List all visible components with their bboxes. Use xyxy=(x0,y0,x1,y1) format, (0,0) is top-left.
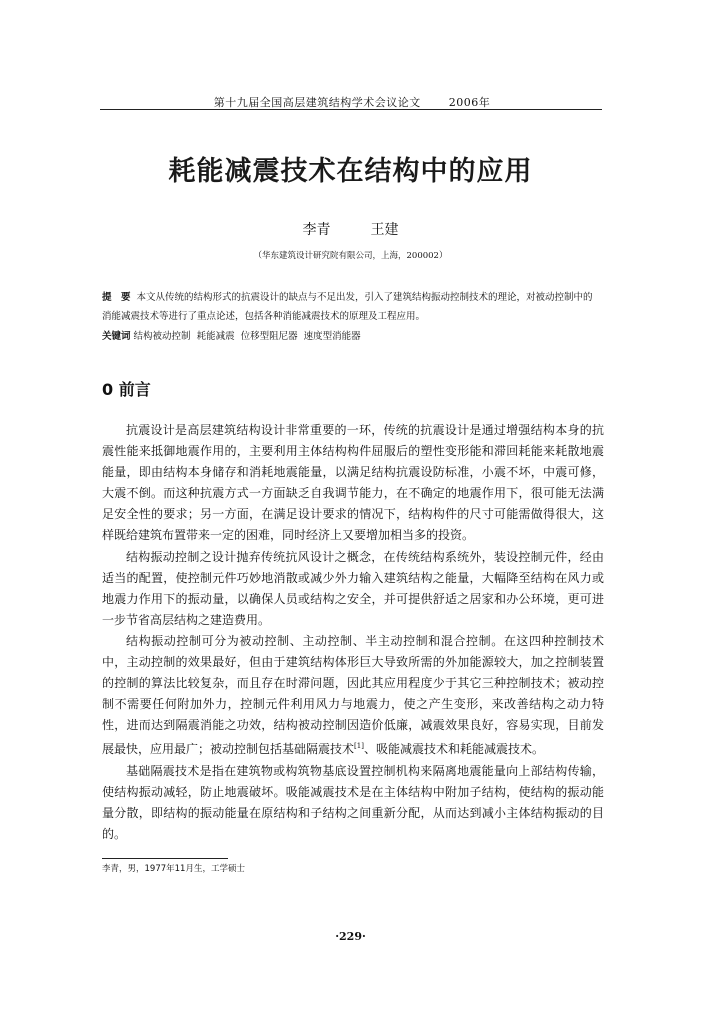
body-text xyxy=(102,420,604,845)
section-heading: 0 前言 xyxy=(102,380,151,399)
citation-ref: [1] xyxy=(354,742,364,751)
page-number: ·229· xyxy=(335,930,366,943)
author-2: 王建 xyxy=(370,222,399,238)
paragraph-3-tail: 、吸能减震技术和耗能减震技术。 xyxy=(363,742,544,757)
abstract-label: 提 要 xyxy=(102,292,131,303)
keywords xyxy=(102,328,602,342)
keyword-4: 速度型消能器 xyxy=(303,331,361,342)
affiliation: （华东建筑设计研究院有限公司，上海，200002） xyxy=(253,251,448,261)
paragraph-4: 基础隔震技术是指在建筑物或构筑物基底设置控制机构来隔离地震能量向上部结构传输，使结构振动减轻，防止地震破坏。吸能减震技术是在主体结构中附加子结构，使结构的振动能量分散，即结构的振动能量在原结构和子结构之间重新分配，从而达到减小主体结构振动的目的。 xyxy=(102,763,604,841)
keyword-2: 耗能减震 xyxy=(196,331,235,342)
authors xyxy=(0,219,701,239)
keyword-1: 结构被动控制 xyxy=(133,331,191,342)
paragraph-2: 结构振动控制之设计抛弃传统抗风设计之概念，在传统结构系统外，装设控制元件，经由适当的配置，使控制元件巧妙地消散或减少外力输入建筑结构之能量，大幅降至结构在风力或地震力作用下的振动量，以确保人员或结构之安全，并可提供舒适之居家和办公环境，更可进一步节省高层结构之建造费用。 xyxy=(102,549,604,627)
header-rule xyxy=(100,109,602,110)
keywords-label: 关键词 xyxy=(102,331,131,342)
paragraph-1: 抗震设计是高层建筑结构设计非常重要的一环，传统的抗震设计是通过增强结构本身的抗震性能来抵御地震作用的，主要利用主体结构构件屈服后的塑性变形能和滞回耗能来耗散地震能量，即由结构本身储存和消耗地震能量，以满足结构抗震设防标准，小震不坏，中震可修，大震不倒。而这种抗震方式一方面缺乏自我调节能力，在不确定的地震作用下，很可能无法满足安全性的要求；另一方面，在满足设计要求的情况下，结构构件的尺寸可能需做得很大，这样既给建筑布置带来一定的困难，同时经济上又要增加相当多的投资。 xyxy=(102,423,604,543)
paragraph-3-text: 结构振动控制可分为被动控制、主动控制、半主动控制和混合控制。在这四种控制技术中，主动控制的效果最好，但由于建筑结构体形巨大导致所需的外加能源较大，加之控制装置的控制的算法比较复杂，而且存在时滞问题，因此其应用程度少于其它三种控制技术；被动控制不需要任何附加外力，控制元件利用风力与地震力，使之产生变形，来改善结构之动力特性，进而达到隔震消能之功效，结构被动控制因造价低廉，减震效果良好，容易实现，目前发展最快，应用最广；被动控制包括基础隔震技术 xyxy=(102,633,604,757)
running-header xyxy=(102,94,602,110)
abstract xyxy=(102,288,602,326)
abstract-text: 本文从传统的结构形式的抗震设计的缺点与不足出发，引入了建筑结构振动控制技术的理论，对被动控制中的消能减震技术等进行了重点论述，包括各种消能减震技术的原理及工程应用。 xyxy=(102,292,593,322)
keyword-3: 位移型阻尼器 xyxy=(240,331,298,342)
conference-year: 2006年 xyxy=(448,96,491,109)
footnote-rule xyxy=(102,858,228,859)
paragraph-3 xyxy=(102,631,604,761)
footnote: 李青，男，1977年11月生，工学硕士 xyxy=(102,864,245,874)
author-1: 李青 xyxy=(302,222,331,238)
conference-name: 第十九届全国高层建筑结构学术会议论文 xyxy=(213,96,421,109)
paper-title: 耗能减震技术在结构中的应用 xyxy=(168,156,533,187)
